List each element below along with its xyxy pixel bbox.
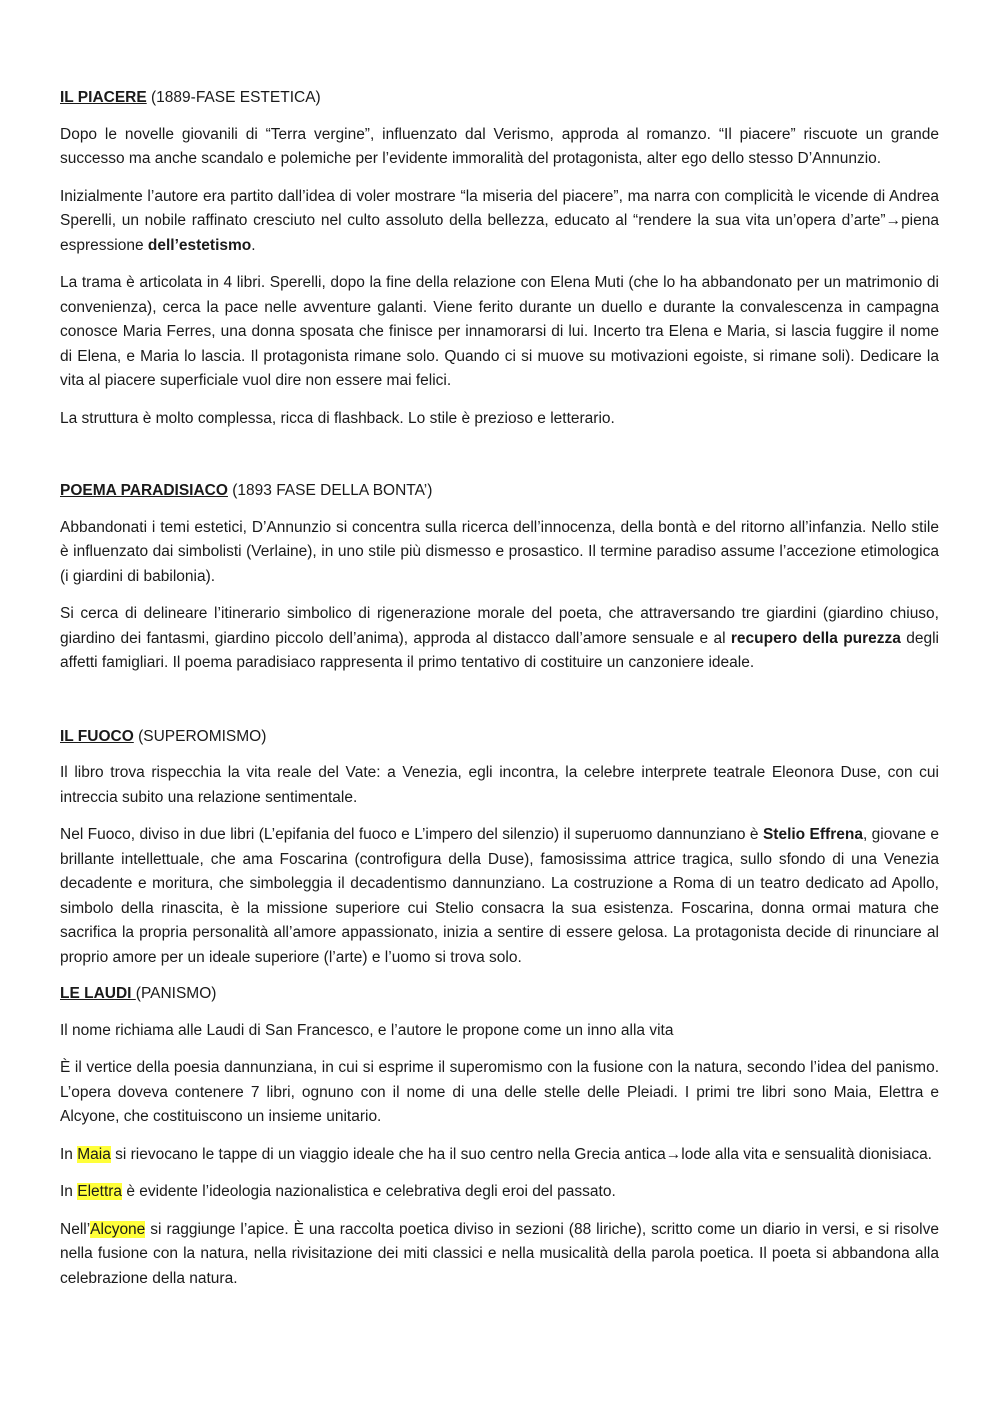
paragraph: [60, 823, 939, 970]
section-heading-fuoco: [60, 725, 939, 750]
bold-text: dell’estetismo: [147, 236, 252, 254]
highlighted-text: Maia: [77, 1145, 111, 1163]
text-span: Inizialmente l’autore era partito dall’idea di voler mostrare “la miseria del piacere”, ma narra con complicità le vicende di Andrea Sperelli, un nobile raffinato cresciuto nel culto assoluto della bellezza, educato al “rendere la sua vita un’opera d’arte”: [60, 187, 939, 229]
text-span: Nel Fuoco, diviso in due libri (L’epifania del fuoco e L’impero del silenzio) il superuomo dannunziano è: [60, 826, 763, 843]
paragraph: La struttura è molto complessa, ricca di flashback. Lo stile è prezioso e letterario.: [60, 409, 615, 427]
text-span: si rievocano le tappe di un viaggio ideale che ha il suo centro nella Grecia antica: [110, 1145, 666, 1163]
paragraph: La trama è articolata in 4 libri. Sperelli, dopo la fine della relazione con Elena Muti (che lo ha abbandonato per un matrimonio di convenienza), cerca la pace nelle avventure galanti. Viene ferito durante un duello e durante la convalescenza in campagna conosce Maria Ferres, una donna sposata che finisce per innamorarsi di lui. Incerto tra Elena e Maria, si lascia fuggire il nome di Elena, e Maria lo lascia. Il protagonista rimane solo. Quando ci si muove su motivazioni egoiste, si rimane soli). Dedicare la vita al piacere superficiale vuol dire non essere mai felici.: [60, 274, 939, 389]
bold-text: Stelio Effrena: [762, 826, 863, 843]
paragraph: Il nome richiama alle Laudi di San Francesco, e l’autore le propone come un inno alla vita: [60, 1021, 674, 1039]
section-title: IL FUOCO: [60, 727, 134, 745]
paragraph: Abbandonati i temi estetici, D’Annunzio si concentra sulla ricerca dell’innocenza, della bontà e del ritorno all’infanzia. Nello stile è influenzato dai simbolisti (Verlaine), in uno stile più dismesso e prosastico. Il termine paradiso assume l’accezione etimologica (i giardini di babilonia).: [60, 518, 939, 585]
section-title: POEMA PARADISIACO: [60, 482, 228, 499]
section-subtitle: (1889-FASE ESTETICA): [146, 89, 321, 106]
paragraph: Il libro trova rispecchia la vita reale del Vate: a Venezia, egli incontra, la celebre interprete teatrale Eleonora Duse, con cui intreccia subito una relazione sentimentale.: [60, 764, 939, 806]
text-span: Nell’: [60, 1220, 91, 1238]
highlighted-text: Alcyone: [90, 1220, 146, 1238]
section-heading-piacere: [60, 86, 939, 111]
paragraph: [60, 1218, 939, 1292]
document-page: [60, 86, 939, 1291]
arrow-icon: →: [885, 212, 902, 229]
paragraph: [60, 602, 939, 676]
section-heading-laudi: [60, 982, 939, 1007]
paragraph: [60, 1143, 939, 1168]
text-span: , giovane e brillante intellettuale, che ama Foscarina (controfigura della Duse), famosissima attrice tragica, sullo sfondo di una Venezia decadente e moritura, che simboleggia il decadentismo dannunziano. La costruzione a Roma di un teatro dedicato ad Apollo, simbolo della rinascita, è la missione superiore cui Stelio consacra la sua esistenza. Foscarina, donna ormai matura che sacrifica la propria personalità all’amore appassionato, inizia a sentire di essere gelosa. La protagonista decide di rinunciare al proprio amore per un ideale superiore (l’arte) e l’uomo si trova solo.: [60, 826, 939, 966]
text-span: degli affetti famigliari. Il poema paradisiaco rappresenta il primo tentativo di costituire un canzoniere ideale.: [60, 629, 939, 671]
section-title: LE LAUDI: [60, 985, 136, 1002]
arrow-icon: →: [665, 1145, 682, 1163]
section-subtitle: (SUPEROMISMO): [133, 727, 267, 745]
paragraph: [60, 1180, 939, 1205]
text-span: è evidente l’ideologia nazionalistica e celebrativa degli eroi del passato.: [122, 1183, 616, 1200]
section-heading-poema: [60, 479, 939, 504]
text-span: In: [60, 1145, 78, 1163]
section-subtitle: (PANISMO): [135, 985, 217, 1002]
bold-text: recupero della purezza: [730, 629, 901, 647]
text-span: .: [251, 236, 256, 254]
text-span: Si cerca di delineare l’itinerario simbolico di rigenerazione morale del poeta, che attraversando tre giardini (giardino chiuso, giardino dei fantasmi, giardino piccolo dell’anima), approda al distacco dall’amore sensuale e al: [60, 605, 939, 647]
paragraph: [60, 185, 939, 259]
section-subtitle: (1893 FASE DELLA BONTA’): [227, 482, 433, 499]
text-span: lode alla vita e sensualità dionisiaca.: [681, 1145, 932, 1163]
paragraph: È il vertice della poesia dannunziana, in cui si esprime il superomismo con la fusione con la natura, secondo l’idea del panismo. L’opera doveva contenere 7 libri, ognuno con il nome di una delle stelle delle Pleiadi. I primi tre libri sono Maia, Elettra e Alcyone, che costituiscono un insieme unitario.: [60, 1059, 939, 1125]
text-span: si raggiunge l’apice. È una raccolta poetica diviso in sezioni (88 liriche), scritto come un diario in versi, e si risolve nella fusione con la natura, nella rivisitazione dei miti classici e nella musicalità della parola poetica. Il poeta si abbandona alla celebrazione della natura.: [60, 1220, 939, 1287]
section-title: IL PIACERE: [60, 89, 147, 106]
text-span: In: [60, 1183, 78, 1200]
highlighted-text: Elettra: [77, 1183, 123, 1200]
paragraph: Dopo le novelle giovanili di “Terra vergine”, influenzato dal Verismo, approda al romanzo. “Il piacere” riscuote un grande successo ma anche scandalo e polemiche per l’evidente immoralità del protagonista, alter ego dello stesso D’Annunzio.: [60, 125, 939, 167]
text-span: piena espressione: [60, 212, 939, 254]
